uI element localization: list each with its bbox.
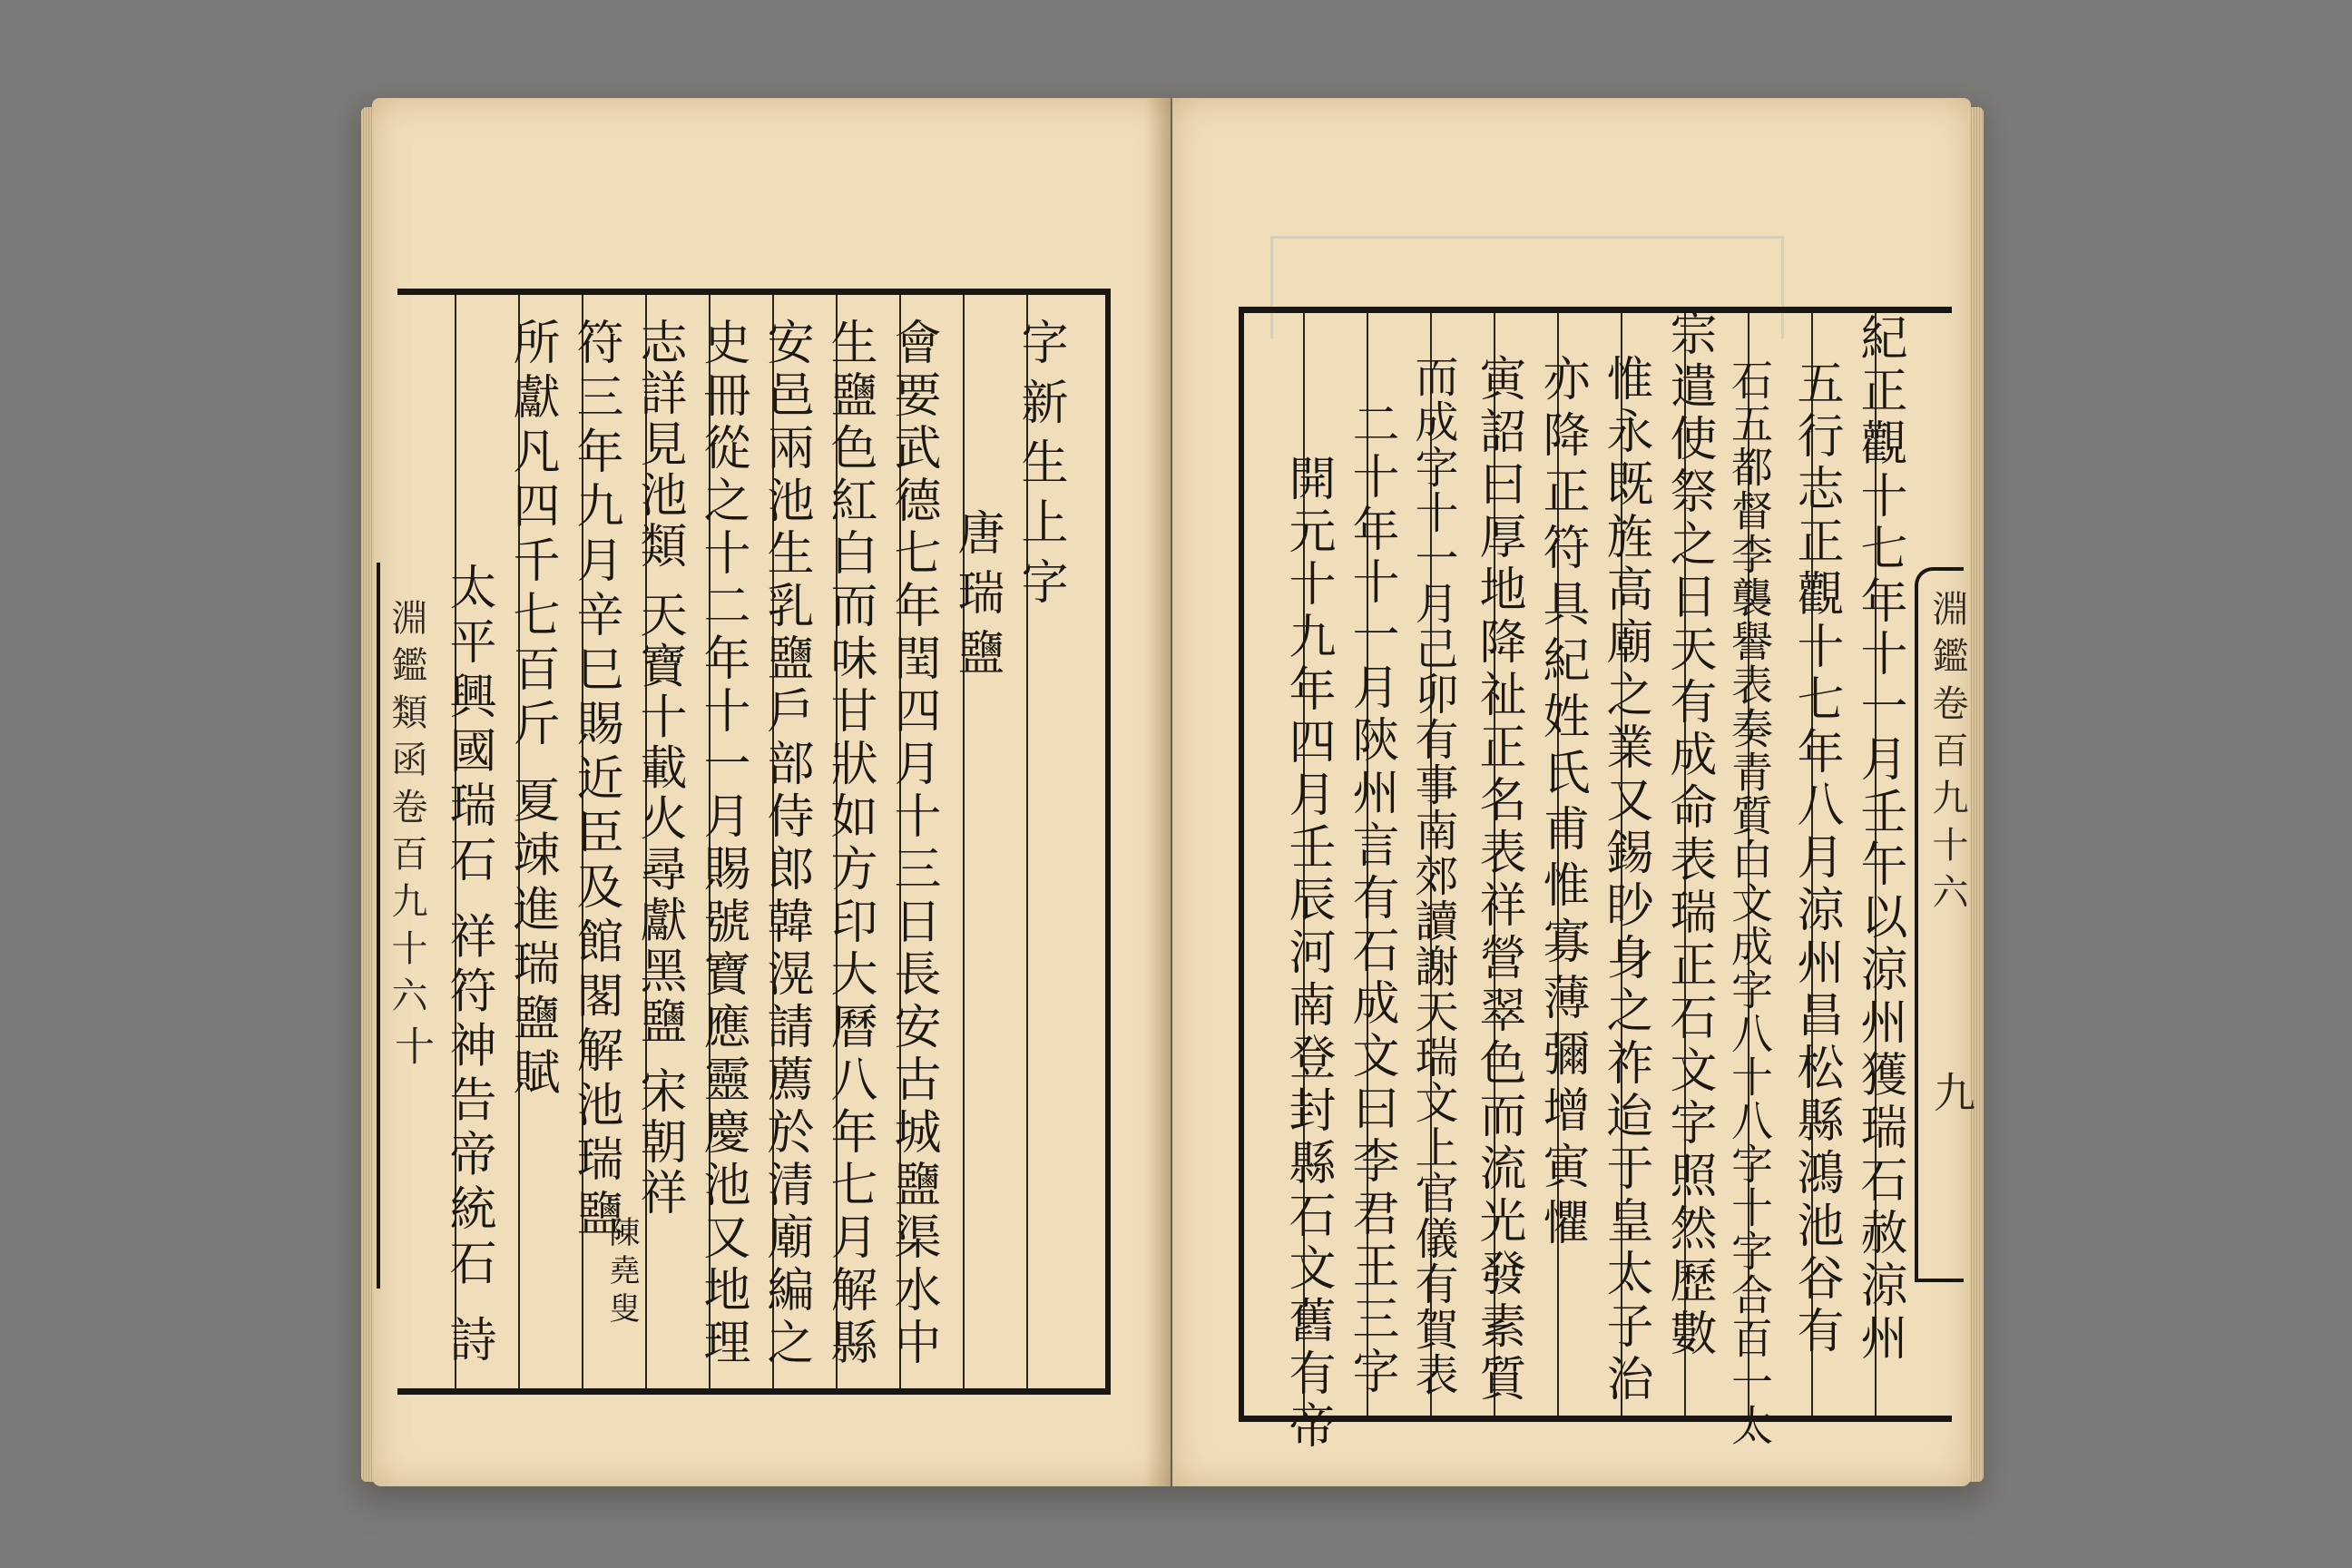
right-column-10: 開元十九年四月壬辰河南登封縣石文舊有帝 <box>1280 454 1335 1454</box>
column-rule <box>963 295 965 1388</box>
left-column-7: 志詳見池類 天寶十載火尋獻黑鹽 宋朝祥 <box>632 318 686 1220</box>
right-column-4: 宗遣使祭之日天有成命表瑞正石文字照然歷數 <box>1661 309 1716 1361</box>
right-column-3: 石五都督李襲譽表奏青質白文成字八十八字十字合百一太 <box>1725 358 1774 1447</box>
right-column-6: 亦降正符具紀姓氏甫惟寡薄彌增寅懼 <box>1534 354 1589 1254</box>
right-column-5: 惟永既旌高廟之業又錫眇身之祚迨于皇太子治 <box>1598 354 1652 1406</box>
right-leaf-number: 九 <box>1927 1071 1976 1123</box>
left-leaf-number: 十 <box>387 1025 434 1076</box>
left-column-3: 會要武德七年閏四月十三日長安古城鹽渠水中 <box>886 318 940 1370</box>
right-column-7: 寅詔曰厚地降祉正名表祥營翠色而流光發素質 <box>1471 354 1525 1406</box>
left-column-5: 安邑兩池生乳鹽戶部侍郎韓滉請薦於清廟編之 <box>759 318 813 1370</box>
left-column-6: 史冊從之十二年十一月賜號寶應靈慶池又地理 <box>695 318 750 1370</box>
left-column-9: 所獻凡四千七百斤 夏竦進瑞鹽賦 <box>505 318 559 1102</box>
left-column-4: 生鹽色紅白而味甘狀如方印大曆八年七月解縣 <box>822 318 877 1370</box>
left-column-author-note: 陳堯叟 <box>603 1216 640 1330</box>
right-column-2: 五行志正觀十七年八月涼州昌松縣鴻池谷有 <box>1788 358 1843 1358</box>
left-folio-title: 淵鑑類函卷百九十六 <box>386 599 427 1024</box>
right-column-8: 而成字十一月己卯有事南郊讀謝天瑞文上官儀有賀表 <box>1407 354 1458 1397</box>
right-folio-title: 淵鑑卷百九十六 <box>1926 590 1968 920</box>
left-column-2: 唐瑞鹽 <box>949 508 1004 688</box>
right-column-9: 二十年十一月陝州言有石成文曰李君王三字 <box>1344 399 1398 1399</box>
right-column-1: 紀正觀十七年十一月壬午以涼州獲瑞石赦涼州 <box>1852 313 1906 1366</box>
left-column-1: 字新生上字 <box>1013 318 1067 617</box>
left-column-10: 太平興國瑞石 祥符神告帝統石 詩 <box>441 563 495 1370</box>
left-column-8: 符三年九月辛巳賜近臣及館閣解池瑞鹽 <box>568 318 622 1243</box>
